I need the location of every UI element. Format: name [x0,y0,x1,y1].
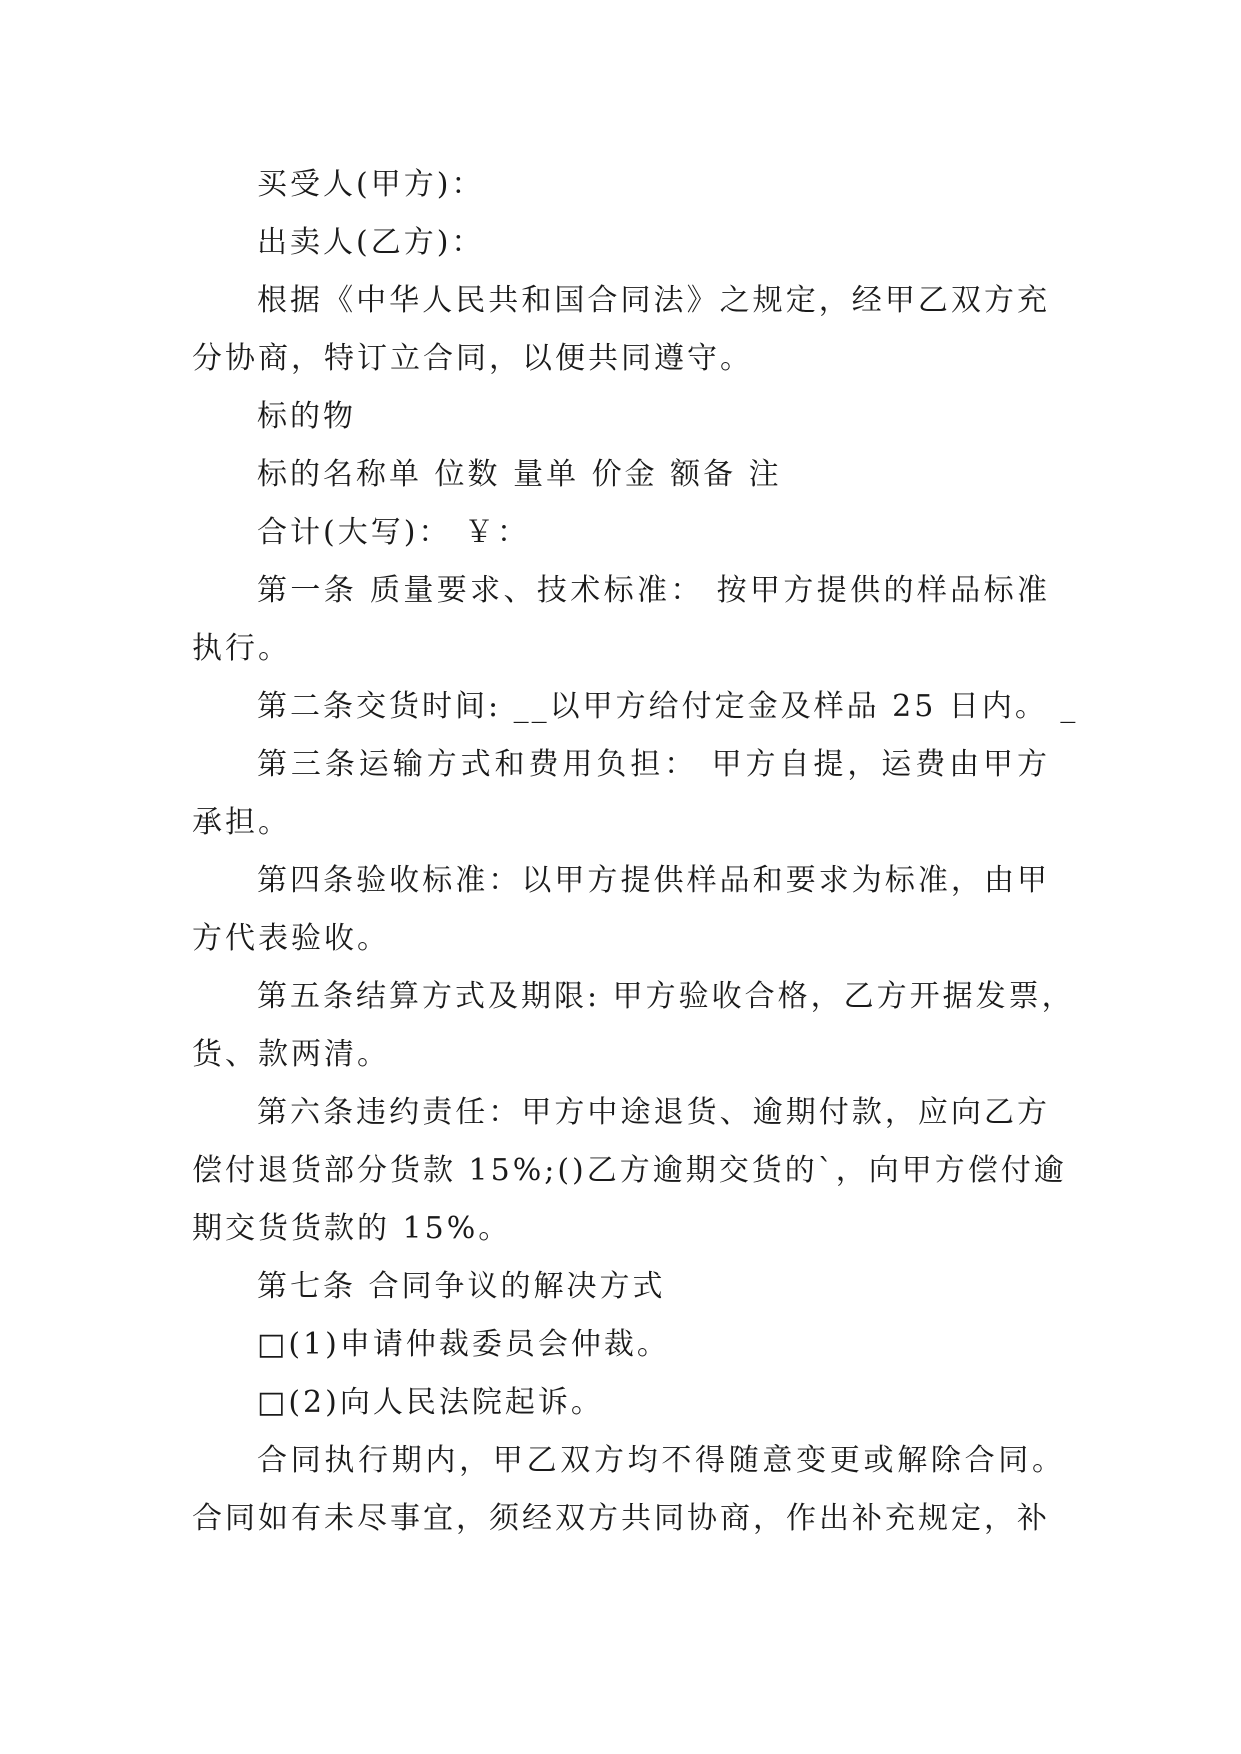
option-1-arbitration: □(1)申请仲裁委员会仲裁。 [257,1327,670,1362]
subject-matter-columns: 标的名称单 位数 量单 价金 额备 注 [257,457,782,492]
article-4-line-2: 方代表验收。 [192,921,390,956]
article-7-heading: 第七条 合同争议的解决方式 [257,1269,666,1304]
total-amount-line: 合计(大写)： ￥： [257,515,530,550]
article-6-line-1: 第六条违约责任：甲方中途退货、逾期付款，应向乙方 [257,1095,1050,1130]
article-1-line-2: 执行。 [192,631,291,666]
article-4-line-1: 第四条验收标准：以甲方提供样品和要求为标准，由甲 [257,863,1050,898]
article-6-line-2: 偿付退货部分货款 15%;()乙方逾期交货的`，向甲方偿付逾 [192,1153,1067,1188]
subject-matter-heading: 标的物 [257,399,356,434]
article-5-line-2: 货、款两清。 [192,1037,390,1072]
option-2-court: □(2)向人民法院起诉。 [257,1385,604,1420]
article-3-line-2: 承担。 [192,805,291,840]
article-5-line-1: 第五条结算方式及期限: 甲方验收合格，乙方开据发票， [257,979,1075,1014]
preamble-line-2: 分协商，特订立合同，以便共同遵守。 [192,341,753,376]
preamble-line-1: 根据《中华人民共和国合同法》之规定，经甲乙双方充 [257,283,1050,318]
article-6-line-3: 期交货货款的 15%。 [192,1211,512,1246]
buyer-line: 买受人(甲方)： [257,167,485,202]
closing-line-1: 合同执行期内，甲乙双方均不得随意变更或解除合同。 [257,1443,1065,1478]
closing-line-2: 合同如有未尽事宜，须经双方共同协商，作出补充规定，补 [192,1501,1050,1536]
seller-line: 出卖人(乙方)： [257,225,485,260]
article-3-line-1: 第三条运输方式和费用负担： 甲方自提，运费由甲方 [257,747,1050,782]
article-2-line: 第二条交货时间: __以甲方给付定金及样品 25 日内。 _ [257,689,1079,724]
article-1-line-1: 第一条 质量要求、技术标准： 按甲方提供的样品标准 [257,573,1050,608]
